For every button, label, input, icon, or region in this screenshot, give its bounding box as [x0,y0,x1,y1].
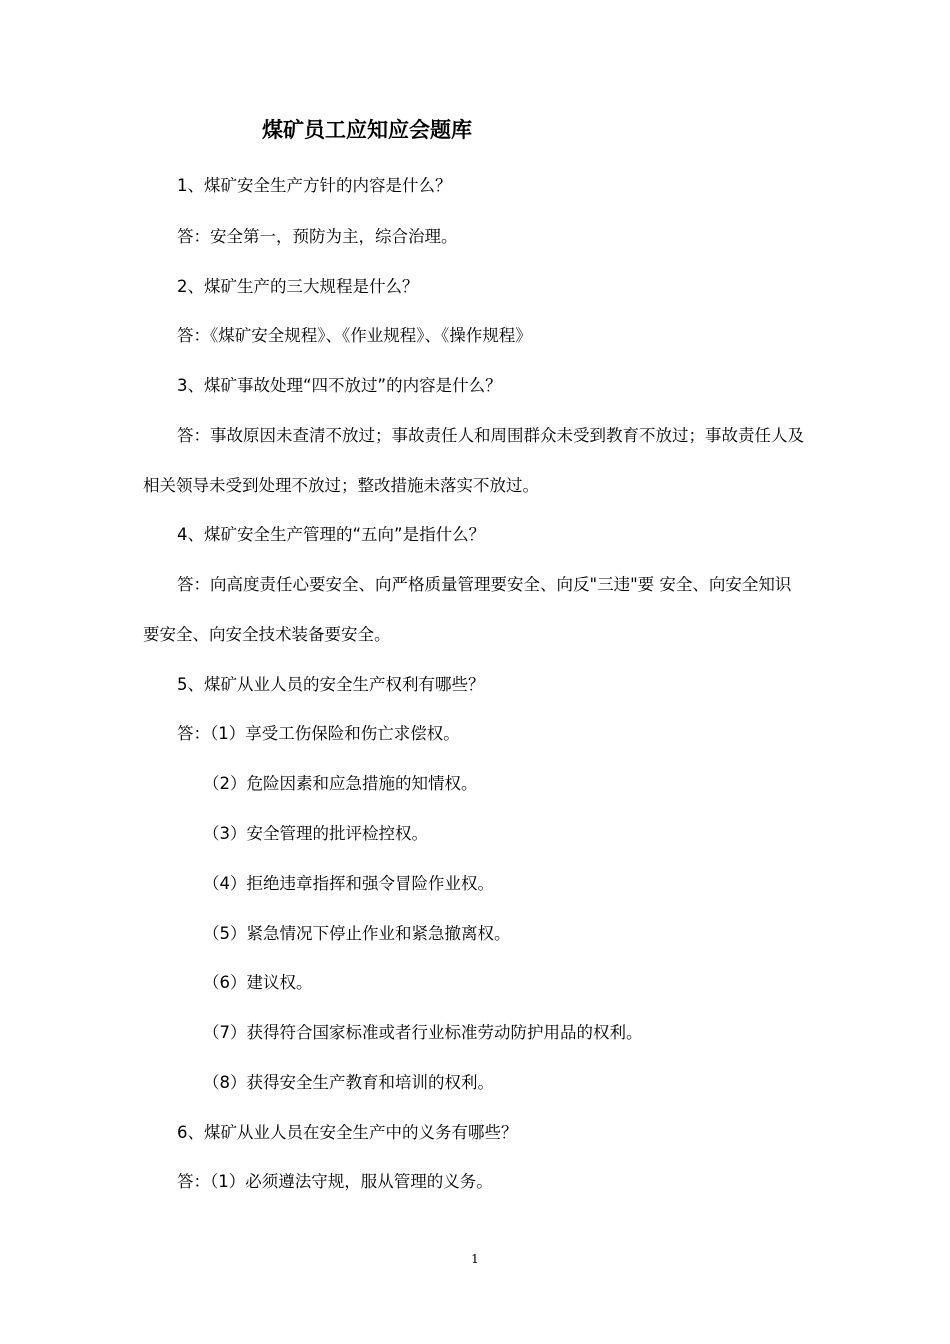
answer-3-line-1: 答：事故原因未查清不放过；事故责任人和周围群众未受到教育不放过；事故责任人及 [177,426,804,445]
answer-1: 答：安全第一，预防为主，综合治理。 [177,227,458,246]
page-title: 煤矿员工应知应会题库 [262,118,472,142]
question-1: 1、煤矿安全生产方针的内容是什么？ [177,176,452,195]
question-6: 6、煤矿从业人员在安全生产中的义务有哪些？ [177,1123,518,1142]
answer-5-item-4: （4）拒绝违章指挥和强令冒险作业权。 [203,874,494,893]
answer-2: 答：《煤矿安全规程》、《作业规程》、《操作规程》 [177,326,532,345]
question-2: 2、煤矿生产的三大规程是什么？ [177,277,419,296]
answer-5-item-7: （7）获得符合国家标准或者行业标准劳动防护用品的权利。 [203,1023,643,1042]
page-number: 1 [471,1252,479,1266]
answer-3-line-2: 相关领导未受到处理不放过；整改措施未落实不放过。 [143,476,539,495]
answer-5-item-8: （8）获得安全生产教育和培训的权利。 [203,1073,494,1092]
question-4: 4、煤矿安全生产管理的“五向”是指什么？ [177,525,486,544]
question-5: 5、煤矿从业人员的安全生产权利有哪些？ [177,675,485,694]
answer-5-item-1: 答：（1）享受工伤保险和伤亡求偿权。 [177,724,460,743]
answer-5-item-2: （2）危险因素和应急措施的知情权。 [203,774,478,793]
answer-4-line-1: 答：向高度责任心要安全、向严格质量管理要安全、向反"三违"要 安全、向安全知识 [177,575,792,594]
answer-5-item-6: （6）建议权。 [203,973,313,992]
answer-5-item-5: （5）紧急情况下停止作业和紧急撤离权。 [203,924,511,943]
answer-4-line-2: 要安全、向安全技术装备要安全。 [143,625,391,644]
question-3: 3、煤矿事故处理“四不放过”的内容是什么？ [177,376,502,395]
answer-5-item-3: （3）安全管理的批评检控权。 [203,824,428,843]
answer-6-item-1: 答：（1）必须遵法守规，服从管理的义务。 [177,1172,493,1191]
